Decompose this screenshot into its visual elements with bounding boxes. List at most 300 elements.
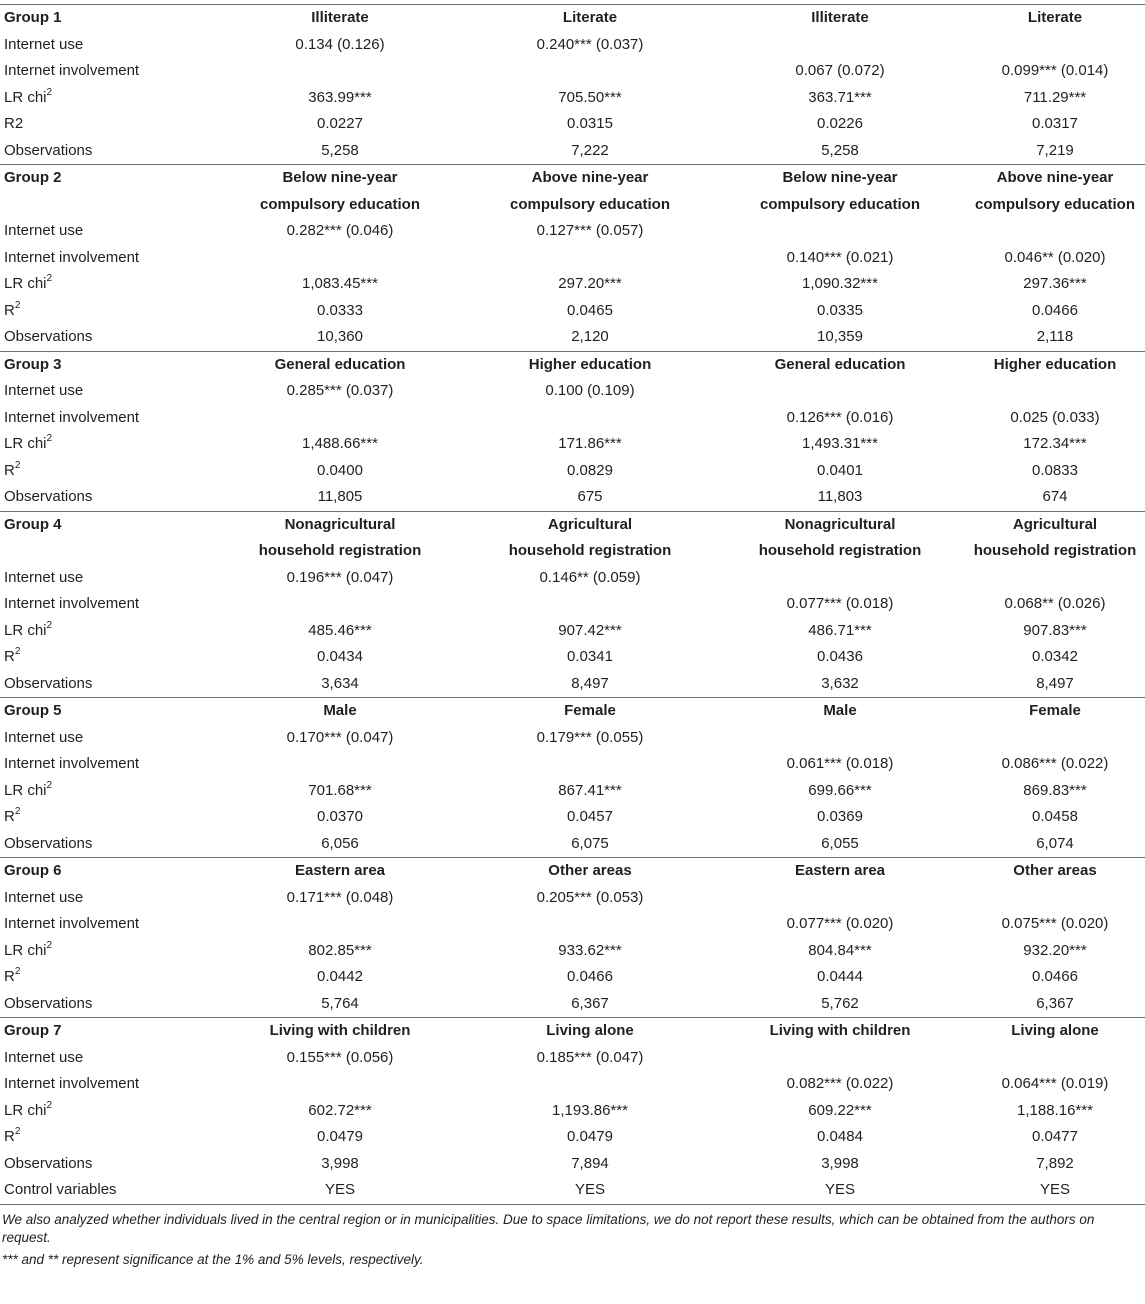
table-cell: 8,497 (571, 674, 609, 692)
table-cell: 7,894 (571, 1154, 609, 1172)
column-header (465, 698, 715, 725)
table-cell: 0.0477 (1032, 1128, 1078, 1145)
table-row (0, 458, 1145, 485)
column-header-line: Male (823, 702, 857, 719)
row-label-text: Internet involvement (4, 248, 140, 266)
table-cell: 6,075 (571, 834, 609, 852)
column-header (965, 351, 1145, 378)
table-row (0, 911, 1145, 938)
table-cell: 171.86*** (558, 435, 622, 452)
table-cell (965, 378, 1145, 405)
table-cell: 10,359 (817, 328, 863, 345)
column-header-line: compulsory education (974, 195, 1136, 213)
row-label (0, 1071, 215, 1098)
row-label (0, 885, 215, 912)
row-label (0, 804, 215, 831)
row-label (0, 405, 215, 432)
table-cell (715, 1045, 965, 1072)
row-label-text: Internet involvement (4, 62, 140, 79)
row-label-text: LR chi (4, 941, 47, 959)
table-cell: 2,120 (571, 328, 609, 345)
table-cell (715, 218, 965, 245)
row-label-text: LR chi (4, 621, 47, 639)
row-label (0, 938, 215, 965)
table-row (0, 1124, 1145, 1151)
column-header-line: Other areas (1013, 862, 1097, 879)
table-cell: 0.0466 (567, 968, 613, 985)
table-cell (965, 725, 1145, 752)
column-header-line: Male (323, 702, 357, 719)
group-header-row (0, 698, 1145, 725)
table-cell: 7,892 (1036, 1154, 1074, 1172)
row-label (0, 431, 215, 458)
table-cell (465, 751, 715, 778)
table-footnotes (0, 1205, 1145, 1269)
table-cell: 2,118 (1036, 328, 1074, 345)
table-row (0, 1071, 1145, 1098)
table-cell: 0.0484 (817, 1128, 863, 1145)
table-cell: 7,222 (571, 141, 609, 159)
table-row (0, 405, 1145, 432)
table-cell: 0.077*** (0.020) (786, 915, 894, 932)
group-header-row (0, 351, 1145, 378)
column-header-line: Living with children (269, 1022, 411, 1039)
table-cell (215, 751, 465, 778)
table-cell: 0.0479 (567, 1128, 613, 1145)
row-label-superscript: 2 (46, 1099, 53, 1111)
column-header (715, 1018, 965, 1045)
table-cell: 907.83*** (1023, 621, 1087, 639)
row-label-text: R (4, 1128, 15, 1145)
table-cell: 0.0342 (1032, 648, 1078, 665)
table-cell: 0.025 (0.033) (1010, 408, 1100, 426)
table-cell: 6,055 (821, 834, 859, 852)
table-cell: 0.171*** (0.048) (286, 888, 394, 906)
column-header (215, 165, 465, 219)
table-cell (965, 1045, 1145, 1072)
row-label-text: Observations (4, 328, 93, 345)
column-header-line: Below nine-year (782, 169, 898, 186)
column-header (965, 1018, 1145, 1045)
group-label: Group 4 (0, 511, 215, 565)
row-label-text: LR chi (4, 88, 47, 106)
column-header (965, 698, 1145, 725)
table-cell: YES (465, 1177, 715, 1204)
table-cell: 5,764 (321, 994, 359, 1012)
table-cell: 701.68*** (308, 781, 372, 799)
column-header (465, 5, 715, 32)
row-label-text: Internet involvement (4, 1075, 140, 1092)
column-header-line: compulsory education (759, 195, 921, 213)
column-header-line: Agricultural (547, 515, 633, 533)
row-label (0, 565, 215, 592)
column-header (215, 511, 465, 565)
column-header (465, 1018, 715, 1045)
table-cell: 0.0400 (317, 461, 363, 479)
table-cell: 699.66*** (808, 781, 872, 799)
row-label-text: Observations (4, 1154, 93, 1172)
table-cell: 0.0341 (567, 648, 613, 665)
table-row (0, 591, 1145, 618)
row-label (0, 271, 215, 298)
table-cell: 609.22*** (808, 1101, 872, 1119)
table-cell: 602.72*** (308, 1101, 372, 1119)
group-header-row (0, 5, 1145, 32)
table-cell: 907.42*** (558, 621, 622, 639)
column-header (715, 698, 965, 725)
table-row (0, 85, 1145, 112)
table-cell: 0.064*** (0.019) (1001, 1075, 1109, 1092)
table-cell: 8,497 (1036, 674, 1074, 692)
column-header-line: Female (564, 702, 616, 719)
column-header-line: Agricultural (1012, 515, 1098, 533)
row-label-text: Internet involvement (4, 408, 140, 426)
column-header (465, 511, 715, 565)
row-label-text: Internet use (4, 568, 84, 586)
row-label-text: LR chi (4, 1101, 47, 1119)
column-header (965, 5, 1145, 32)
row-label (0, 751, 215, 778)
table-cell: 3,998 (321, 1154, 359, 1172)
row-label (0, 138, 215, 165)
row-label (0, 644, 215, 671)
row-label (0, 831, 215, 858)
table-cell: 0.075*** (0.020) (1001, 915, 1109, 932)
column-header (965, 858, 1145, 885)
table-cell: 0.146** (0.059) (539, 568, 641, 586)
table-row (0, 484, 1145, 511)
table-row (0, 831, 1145, 858)
table-cell (715, 725, 965, 752)
row-label-text: Control variables (4, 1181, 117, 1198)
row-label-text: Internet involvement (4, 915, 140, 932)
table-cell: 0.0444 (817, 968, 863, 985)
row-label (0, 58, 215, 85)
table-cell (715, 378, 965, 405)
column-header (715, 351, 965, 378)
row-label-text: Observations (4, 674, 93, 692)
row-label (0, 85, 215, 112)
table-cell (715, 885, 965, 912)
row-label-text: LR chi (4, 275, 47, 292)
table-cell (965, 885, 1145, 912)
row-label-superscript: 2 (14, 806, 21, 817)
column-header (715, 5, 965, 32)
column-header (215, 858, 465, 885)
table-cell (465, 405, 715, 432)
table-cell: 7,219 (1036, 141, 1074, 159)
table-cell: 0.082*** (0.022) (786, 1075, 894, 1092)
row-label-superscript: 2 (14, 299, 21, 311)
column-header (715, 858, 965, 885)
table-cell: 0.0466 (1032, 301, 1078, 319)
table-cell (465, 591, 715, 618)
table-cell: 0.077*** (0.018) (786, 595, 894, 612)
table-cell: 802.85*** (308, 941, 372, 959)
table-cell: 0.282*** (0.046) (286, 222, 394, 239)
table-row (0, 32, 1145, 59)
row-label-superscript: 2 (46, 433, 53, 444)
table-cell: 0.179*** (0.055) (536, 728, 644, 746)
table-cell: 297.20*** (558, 275, 622, 292)
table-cell: 0.046** (0.020) (1004, 248, 1106, 266)
row-label-text: LR chi (4, 435, 47, 452)
table-cell: 1,083.45*** (302, 275, 378, 292)
table-cell: 485.46*** (308, 621, 372, 639)
column-header-line: Below nine-year (282, 169, 398, 186)
table-row (0, 218, 1145, 245)
row-label-text: LR chi (4, 781, 47, 799)
table-cell: 0.0479 (317, 1128, 363, 1145)
table-cell: 932.20*** (1023, 941, 1087, 959)
column-header-line: compulsory education (259, 195, 421, 213)
table-cell: 0.100 (0.109) (545, 382, 635, 399)
row-label (0, 671, 215, 698)
column-header (465, 351, 715, 378)
column-header-line: Nonagricultural (784, 515, 896, 533)
row-label-text: Internet involvement (4, 595, 140, 612)
group-label: Group 2 (0, 165, 215, 219)
group-label: Group 3 (0, 351, 215, 378)
row-label-superscript: 2 (14, 459, 21, 471)
group-label: Group 1 (0, 5, 215, 32)
table-row (0, 271, 1145, 298)
table-cell: 0.127*** (0.057) (536, 222, 644, 239)
table-cell: 0.0227 (317, 115, 363, 132)
row-label-text: Internet use (4, 222, 84, 239)
table-cell: 0.0369 (817, 808, 863, 825)
row-label (0, 298, 215, 325)
table-cell (215, 405, 465, 432)
column-header-line: General education (274, 355, 406, 373)
table-cell: 0.0465 (567, 301, 613, 319)
table-row (0, 58, 1145, 85)
table-cell: YES (965, 1177, 1145, 1204)
row-label (0, 991, 215, 1018)
table-row (0, 1098, 1145, 1125)
table-cell: 0.0829 (567, 461, 613, 479)
table-cell (215, 58, 465, 85)
column-header (465, 165, 715, 219)
row-label-text: Internet use (4, 888, 84, 906)
column-header-line: Living alone (1011, 1022, 1099, 1039)
table-cell (965, 218, 1145, 245)
table-cell (215, 245, 465, 272)
row-label-superscript: 2 (14, 966, 21, 977)
table-cell: 6,367 (1036, 994, 1074, 1012)
table-body (0, 5, 1145, 1205)
row-label (0, 618, 215, 645)
row-label (0, 1177, 215, 1204)
row-label-superscript: 2 (46, 939, 53, 951)
row-label (0, 245, 215, 272)
row-label-text: R2 (4, 115, 24, 132)
table-row (0, 751, 1145, 778)
table-cell: 0.0442 (317, 968, 363, 985)
column-header-line: household registration (508, 542, 672, 559)
column-header-line: Above nine-year (531, 169, 649, 186)
row-label-text: R (4, 968, 15, 985)
table-cell: 6,056 (321, 834, 359, 852)
table-cell: 0.0457 (567, 808, 613, 825)
table-cell (465, 245, 715, 272)
column-header-line: Higher education (993, 355, 1117, 373)
row-label (0, 1045, 215, 1072)
table-cell: 10,360 (317, 328, 363, 345)
table-cell: 711.29*** (1023, 88, 1087, 106)
column-header-line: Literate (562, 9, 618, 26)
row-label (0, 1098, 215, 1125)
row-label (0, 378, 215, 405)
table-row (0, 138, 1145, 165)
table-cell: 0.068** (0.026) (1004, 595, 1106, 612)
column-header-line: Nonagricultural (284, 515, 396, 533)
column-header-line: household registration (973, 542, 1137, 559)
table-cell: YES (715, 1177, 965, 1204)
table-cell (715, 32, 965, 59)
row-label (0, 1124, 215, 1151)
group-header-row (0, 858, 1145, 885)
row-label (0, 911, 215, 938)
table-cell: 0.0458 (1032, 808, 1078, 825)
column-header-line: Living with children (769, 1022, 911, 1039)
table-cell: 1,188.16*** (1017, 1101, 1093, 1119)
row-label (0, 725, 215, 752)
column-header-line: Higher education (528, 355, 652, 373)
table-cell: 363.71*** (808, 88, 872, 106)
column-header-line: Literate (1027, 9, 1083, 26)
column-header-line: household registration (758, 542, 922, 559)
row-label (0, 591, 215, 618)
column-header-line: General education (774, 355, 906, 373)
column-header-line: Eastern area (794, 862, 886, 879)
table-cell: 933.62*** (558, 941, 622, 959)
column-header (965, 165, 1145, 219)
footnote-regions: We also analyzed whether individuals lived in the central region or in municipalities. Due to space limitations, we do not report these results, which can be obtained from the authors on request. (2, 1211, 1095, 1245)
heterogeneity-results-table (0, 4, 1145, 1205)
row-label-text: R (4, 808, 15, 825)
table-cell: 0.285*** (0.037) (286, 382, 394, 399)
table-cell (465, 911, 715, 938)
table-row (0, 885, 1145, 912)
table-cell: 3,632 (821, 674, 859, 692)
row-label-text: Observations (4, 834, 93, 852)
row-label-superscript: 2 (46, 619, 53, 631)
column-header-line: household registration (258, 542, 422, 559)
row-label-superscript: 2 (14, 646, 21, 657)
table-cell (965, 32, 1145, 59)
column-header-line: Eastern area (294, 862, 386, 879)
row-label-text: Internet use (4, 728, 84, 746)
table-cell: 0.170*** (0.047) (286, 728, 394, 746)
table-row (0, 1177, 1145, 1204)
table-cell: 1,488.66*** (302, 435, 378, 452)
table-cell: 0.185*** (0.047) (536, 1048, 644, 1066)
table-cell: 5,258 (821, 141, 859, 159)
table-cell: 0.0466 (1032, 968, 1078, 985)
table-cell: 5,258 (321, 141, 359, 159)
table-cell: 3,634 (321, 674, 359, 692)
row-label-superscript: 2 (46, 86, 53, 98)
row-label (0, 458, 215, 485)
row-label-text: Internet use (4, 35, 84, 53)
table-cell (215, 1071, 465, 1098)
table-cell: 486.71*** (808, 621, 872, 639)
table-cell: 0.205*** (0.053) (536, 888, 644, 906)
table-cell: 297.36*** (1023, 275, 1087, 292)
group-header-row (0, 511, 1145, 565)
table-cell: 11,805 (317, 488, 363, 505)
row-label-superscript: 2 (14, 1126, 21, 1137)
table-cell: 0.240*** (0.037) (536, 35, 644, 53)
table-cell: 705.50*** (558, 88, 622, 106)
row-label (0, 324, 215, 351)
table-cell: 1,193.86*** (552, 1101, 628, 1119)
table-cell: 0.140*** (0.021) (786, 248, 894, 266)
table-cell: 0.0434 (317, 648, 363, 665)
table-row (0, 671, 1145, 698)
table-cell: 6,367 (571, 994, 609, 1012)
row-label (0, 32, 215, 59)
table-row (0, 725, 1145, 752)
column-header (715, 511, 965, 565)
table-cell: 0.0315 (567, 115, 613, 132)
group-header-row (0, 165, 1145, 219)
table-cell: 1,493.31*** (802, 435, 878, 452)
table-row (0, 618, 1145, 645)
row-label (0, 484, 215, 511)
table-cell (215, 591, 465, 618)
table-cell: 0.0335 (817, 301, 863, 319)
row-label-text: R (4, 461, 15, 479)
table-row (0, 644, 1145, 671)
table-row (0, 778, 1145, 805)
table-row (0, 1045, 1145, 1072)
table-cell: 675 (577, 488, 603, 505)
row-label-text: Observations (4, 141, 93, 159)
table-row (0, 378, 1145, 405)
table-cell: YES (215, 1177, 465, 1204)
table-row (0, 964, 1145, 991)
table-row (0, 111, 1145, 138)
table-cell: 869.83*** (1023, 781, 1087, 799)
group-label: Group 6 (0, 858, 215, 885)
row-label-superscript: 2 (46, 779, 53, 791)
column-header (965, 511, 1145, 565)
table-cell: 0.0333 (317, 301, 363, 319)
column-header (465, 858, 715, 885)
table-cell: 674 (1042, 488, 1068, 505)
table-cell: 1,090.32*** (802, 275, 878, 292)
table-cell: 172.34*** (1023, 435, 1087, 452)
column-header (215, 698, 465, 725)
group-label: Group 7 (0, 1018, 215, 1045)
table-row (0, 565, 1145, 592)
table-cell: 0.196*** (0.047) (286, 568, 394, 586)
table-row (0, 324, 1145, 351)
table-cell (465, 58, 715, 85)
table-cell: 11,803 (817, 488, 863, 505)
row-label-text: Internet involvement (4, 755, 140, 772)
column-header (215, 5, 465, 32)
table-row (0, 1151, 1145, 1178)
table-cell: 0.086*** (0.022) (1001, 755, 1109, 772)
table-cell: 0.155*** (0.056) (286, 1048, 394, 1066)
table-cell: 0.0370 (317, 808, 363, 825)
column-header-line: Living alone (546, 1022, 634, 1039)
table-cell (215, 911, 465, 938)
row-label (0, 778, 215, 805)
